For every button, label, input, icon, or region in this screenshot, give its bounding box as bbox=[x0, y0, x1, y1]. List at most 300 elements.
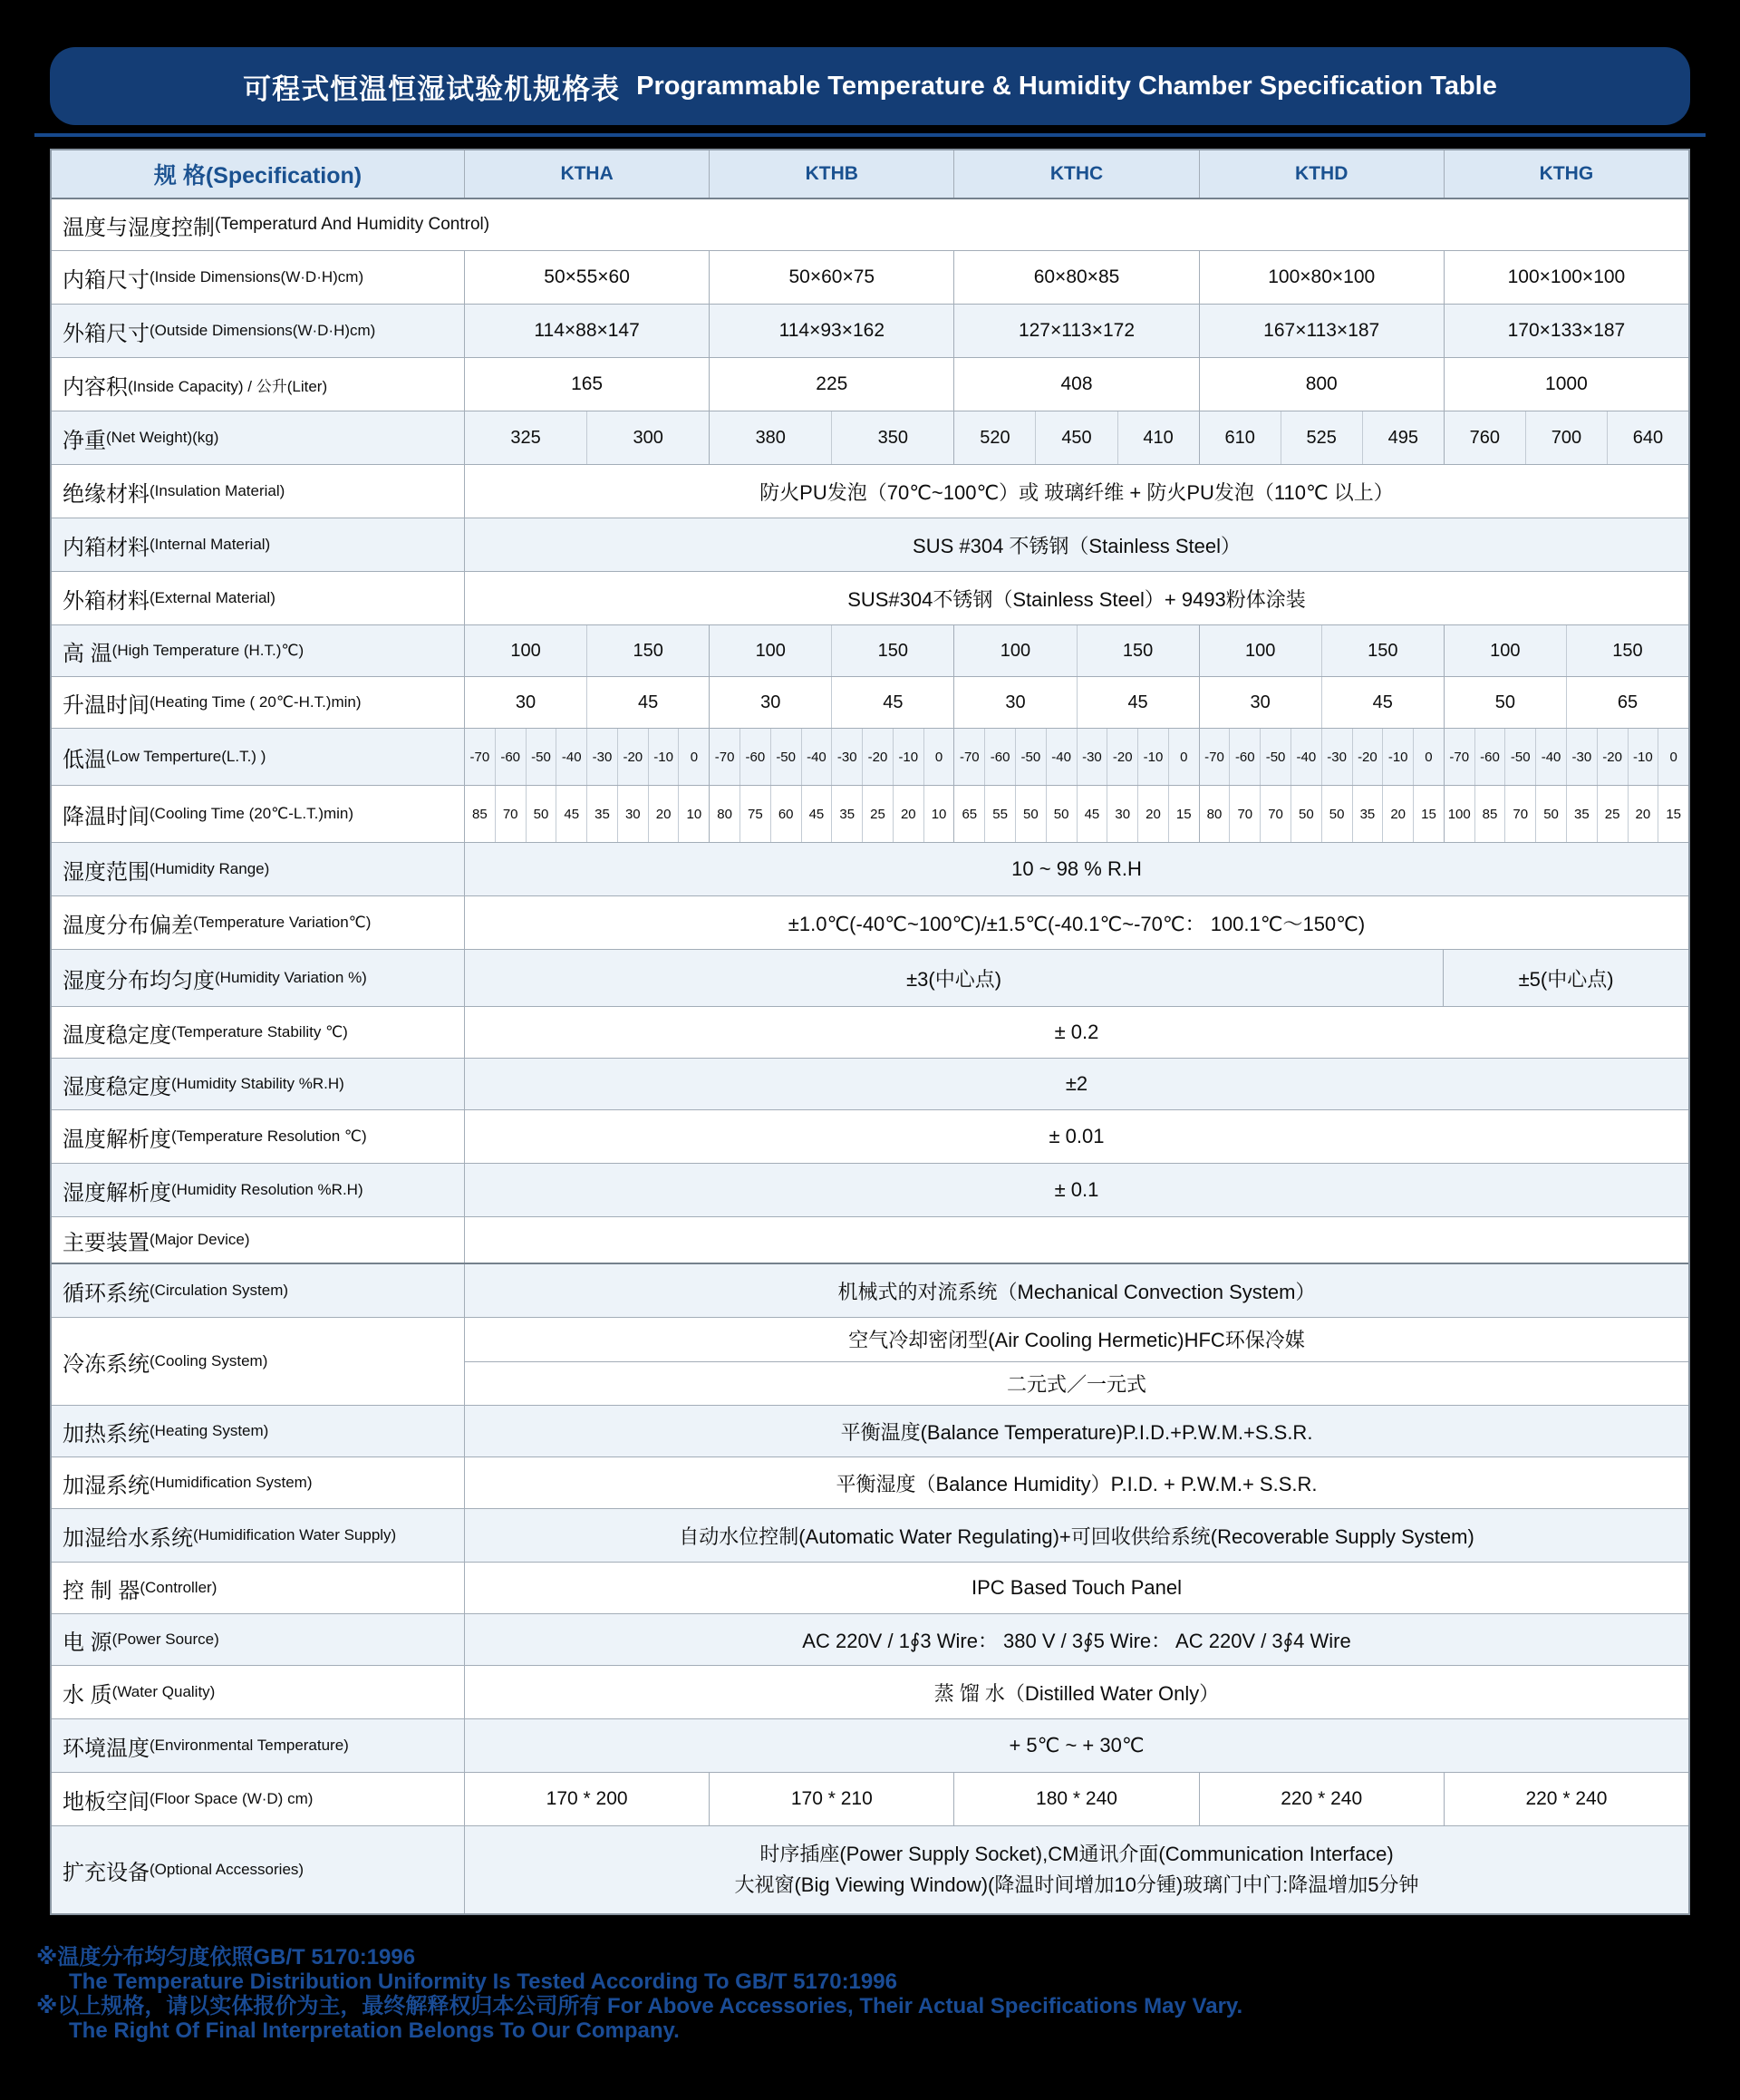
value-cell: 380 bbox=[755, 427, 786, 448]
row-values bbox=[464, 1826, 1688, 1913]
value-cell: 150 bbox=[1321, 625, 1444, 676]
row-water-quality bbox=[52, 1665, 1688, 1718]
value-cell: 30 bbox=[1005, 692, 1026, 712]
row-circulation-system bbox=[52, 1263, 1688, 1317]
value-cell: -10 bbox=[1628, 729, 1658, 785]
row-label bbox=[52, 1059, 464, 1109]
value-cell: 65 bbox=[962, 806, 978, 822]
value-cell: 自动水位控制(Automatic Water Regulating)+可回收供给系统(Recoverable Supply System) bbox=[464, 1509, 1688, 1562]
value-cell: -30 bbox=[1566, 729, 1597, 785]
model-group bbox=[1444, 625, 1688, 676]
label-zh: 升温时间 bbox=[63, 692, 150, 718]
row-label bbox=[52, 465, 464, 518]
row-insulation-material bbox=[52, 464, 1688, 518]
row-net-weight bbox=[52, 411, 1688, 464]
value-cell: 100×100×100 bbox=[1444, 251, 1688, 304]
value-cell: 机械式的对流系统（Mechanical Convection System） bbox=[464, 1264, 1688, 1317]
value-cell: 30 bbox=[515, 692, 536, 712]
row-label bbox=[52, 1773, 464, 1825]
row-optional-accessories bbox=[52, 1825, 1688, 1913]
label-zh: 水 质 bbox=[63, 1682, 112, 1708]
row-values bbox=[464, 1164, 1688, 1216]
section-label-en: (Temperaturd And Humidity Control) bbox=[215, 215, 490, 234]
value-cell: 10 ~ 98 % R.H bbox=[464, 843, 1688, 895]
row-inside-capacity bbox=[52, 357, 1688, 411]
value-cell: 800 bbox=[1199, 358, 1444, 411]
value-cell: 50×55×60 bbox=[464, 251, 709, 304]
value-cell: 170 * 210 bbox=[709, 1773, 953, 1825]
value-cell: 20 bbox=[1137, 786, 1168, 842]
label-zh: 湿度稳定度 bbox=[63, 1074, 171, 1099]
row-values bbox=[464, 1318, 1688, 1405]
value-cell-refrigerant: 空气冷却密闭型(Air Cooling Hermetic)HFC环保冷媒 bbox=[848, 1329, 1305, 1352]
row-label bbox=[52, 1563, 464, 1613]
value-cell: 100 bbox=[1000, 640, 1031, 661]
row-label bbox=[52, 1509, 464, 1562]
value-cell: 45 bbox=[831, 677, 953, 728]
row-humidity-range bbox=[52, 842, 1688, 895]
row-inside-dimensions bbox=[52, 250, 1688, 304]
label-zh: 净重 bbox=[63, 428, 106, 453]
label-zh: 低温 bbox=[63, 747, 106, 772]
row-values bbox=[464, 677, 1688, 728]
row-label bbox=[52, 843, 464, 895]
row-cooling-system bbox=[52, 1317, 1688, 1405]
label-zh: 电 源 bbox=[63, 1630, 112, 1655]
value-cell: 0 bbox=[1168, 729, 1199, 785]
row-humidity-stability bbox=[52, 1058, 1688, 1109]
label-zh: 加热系统 bbox=[63, 1421, 150, 1447]
label-en: (Inside Dimensions(W·D·H)cm) bbox=[150, 268, 364, 285]
label-en: (Major Device) bbox=[150, 1231, 250, 1248]
label-en: (Optional Accessories) bbox=[150, 1861, 304, 1878]
model-header-kthd: KTHD bbox=[1199, 150, 1444, 198]
value-cell: 100 bbox=[1490, 640, 1521, 661]
value-cell: 45 bbox=[1077, 677, 1199, 728]
value-cell: 蒸 馏 水（Distilled Water Only） bbox=[464, 1666, 1688, 1718]
row-values bbox=[464, 1264, 1688, 1317]
value-cell: 50 bbox=[526, 786, 556, 842]
value-cell: ± 0.2 bbox=[464, 1007, 1688, 1058]
value-cell: 100 bbox=[510, 640, 541, 661]
label-en: (Cooling Time (20℃-L.T.)min) bbox=[150, 805, 354, 822]
value-cell: 20 bbox=[893, 786, 923, 842]
value-cell: 170 * 200 bbox=[464, 1773, 709, 1825]
value-cell: 85 bbox=[1474, 786, 1505, 842]
value-cell: -10 bbox=[893, 729, 923, 785]
value-cell: -50 bbox=[1015, 729, 1046, 785]
label-zh: 内箱尺寸 bbox=[63, 267, 150, 293]
model-group bbox=[709, 786, 953, 842]
value-cell: -60 bbox=[740, 729, 770, 785]
value-cell: -40 bbox=[1290, 729, 1321, 785]
row-label bbox=[52, 1007, 464, 1058]
value-cell: 150 bbox=[1077, 625, 1199, 676]
row-values bbox=[464, 1509, 1688, 1562]
value-cell: -70 bbox=[959, 749, 980, 765]
row-values bbox=[464, 843, 1688, 895]
label-en: (Cooling System) bbox=[150, 1352, 268, 1369]
value-cell: -50 bbox=[526, 729, 556, 785]
value-cell: 25 bbox=[1597, 786, 1628, 842]
value-cell: 15 bbox=[1413, 786, 1444, 842]
row-label bbox=[52, 1264, 464, 1317]
value-cell: 平衡温度(Balance Temperature)P.I.D.+P.W.M.+S.S.R. bbox=[464, 1406, 1688, 1456]
row-humidity-resolution bbox=[52, 1163, 1688, 1216]
banner-divider bbox=[34, 133, 1706, 137]
value-cell: 50 bbox=[1015, 786, 1046, 842]
row-label bbox=[52, 1666, 464, 1718]
value-cell: 35 bbox=[1566, 786, 1597, 842]
row-label bbox=[52, 1457, 464, 1508]
row-label bbox=[52, 1719, 464, 1772]
value-cell: -20 bbox=[862, 729, 893, 785]
value-cell-kthg: ±5(中心点) bbox=[1443, 950, 1688, 1006]
value-cell: 15 bbox=[1658, 786, 1688, 842]
model-group bbox=[1444, 729, 1688, 785]
row-label bbox=[52, 950, 464, 1006]
row-temperature-resolution bbox=[52, 1109, 1688, 1163]
row-values bbox=[464, 1614, 1688, 1665]
value-cell: 50 bbox=[1494, 692, 1515, 712]
value-cell: 10 bbox=[678, 786, 709, 842]
row-section-temp-humidity-control bbox=[52, 198, 1688, 250]
value-cell: -60 bbox=[984, 729, 1015, 785]
row-values bbox=[464, 1719, 1688, 1772]
value-cell: 50 bbox=[1535, 786, 1566, 842]
label-en: (Internal Material) bbox=[150, 536, 271, 553]
label-en: (Controller) bbox=[140, 1579, 218, 1596]
value-cell: -10 bbox=[1137, 729, 1168, 785]
section-label-zh: 温度与湿度控制 bbox=[63, 215, 215, 240]
row-label bbox=[52, 572, 464, 624]
row-internal-material bbox=[52, 518, 1688, 571]
value-cell: ± 0.01 bbox=[464, 1110, 1688, 1163]
row-values bbox=[464, 358, 1688, 411]
model-group bbox=[1199, 786, 1444, 842]
row-controller bbox=[52, 1562, 1688, 1613]
value-cell: -20 bbox=[617, 729, 648, 785]
value-cell: SUS #304 不锈钢（Stainless Steel） bbox=[464, 518, 1688, 571]
value-cell: -70 bbox=[1204, 749, 1224, 765]
footnotes bbox=[36, 1945, 1242, 2043]
row-label bbox=[52, 358, 464, 411]
table-header-row bbox=[52, 150, 1688, 198]
label-zh: 环境温度 bbox=[63, 1736, 150, 1761]
label-en: (Low Temperture(L.T.) ) bbox=[106, 748, 266, 765]
value-cell-stage-type: 二元式／一元式 bbox=[465, 1361, 1688, 1406]
label-zh: 温度分布偏差 bbox=[63, 913, 193, 938]
model-group bbox=[953, 786, 1198, 842]
value-cell: 60×80×85 bbox=[953, 251, 1198, 304]
value-cell: 150 bbox=[586, 625, 709, 676]
label-zh: 地板空间 bbox=[63, 1789, 150, 1815]
model-header-ktha: KTHA bbox=[464, 150, 709, 198]
value-cell: -30 bbox=[1077, 729, 1107, 785]
value-cell: 平衡湿度（Balance Humidity）P.I.D. + P.W.M.+ S.S.R. bbox=[464, 1457, 1688, 1508]
model-group bbox=[709, 677, 953, 728]
value-cell: 10 bbox=[923, 786, 954, 842]
model-group bbox=[1199, 625, 1444, 676]
label-zh: 扩充设备 bbox=[63, 1860, 150, 1885]
value-cell: -30 bbox=[831, 729, 862, 785]
value-cell: 45 bbox=[556, 786, 586, 842]
value-cell: -50 bbox=[1504, 729, 1535, 785]
value-cell: 60 bbox=[770, 786, 801, 842]
row-values bbox=[464, 1666, 1688, 1718]
label-zh: 外箱尺寸 bbox=[63, 321, 150, 346]
value-cell: 20 bbox=[648, 786, 679, 842]
model-group bbox=[1199, 677, 1444, 728]
value-cell: 450 bbox=[1035, 411, 1116, 464]
label-en: (Insulation Material) bbox=[150, 482, 285, 499]
value-cell: 80 bbox=[717, 806, 732, 822]
label-zh: 主要装置 bbox=[63, 1230, 150, 1255]
row-label bbox=[52, 1614, 464, 1665]
row-values bbox=[464, 950, 1688, 1006]
value-cell: 760 bbox=[1469, 427, 1501, 448]
value-cell: 410 bbox=[1117, 411, 1199, 464]
row-low-temperature bbox=[52, 728, 1688, 785]
value-cell: IPC Based Touch Panel bbox=[464, 1563, 1688, 1613]
label-en: (Floor Space (W·D) cm) bbox=[150, 1790, 314, 1807]
value-cell: 75 bbox=[740, 786, 770, 842]
model-group bbox=[464, 411, 709, 464]
row-values bbox=[464, 411, 1688, 464]
value-cell: 20 bbox=[1628, 786, 1658, 842]
value-cell: 150 bbox=[1566, 625, 1688, 676]
label-zh: 内箱材料 bbox=[63, 535, 150, 560]
label-zh: 湿度解析度 bbox=[63, 1180, 171, 1205]
model-group bbox=[953, 677, 1198, 728]
value-cell: 167×113×187 bbox=[1199, 305, 1444, 357]
model-group bbox=[953, 625, 1198, 676]
row-values bbox=[464, 251, 1688, 304]
label-en: (Humidity Stability %R.H) bbox=[171, 1075, 344, 1092]
value-cell: 640 bbox=[1607, 411, 1688, 464]
row-humidification-water-supply bbox=[52, 1508, 1688, 1562]
model-group bbox=[464, 786, 709, 842]
model-group bbox=[464, 729, 709, 785]
value-cell: -40 bbox=[1046, 729, 1077, 785]
value-cell: 408 bbox=[953, 358, 1198, 411]
value-cell: -10 bbox=[1382, 729, 1413, 785]
row-power-source bbox=[52, 1613, 1688, 1665]
footnote-line-3: ※以上规格，请以实体报价为主，最终解释权归本公司所有 For Above Accessories, Their Actual Specifications May Vary. bbox=[36, 1994, 1243, 2018]
row-values bbox=[464, 786, 1688, 842]
value-cell: ±2 bbox=[464, 1059, 1688, 1109]
row-values bbox=[464, 1406, 1688, 1456]
value-cell: 30 bbox=[1107, 786, 1137, 842]
spec-header-label: 规 格(Specification) bbox=[153, 163, 362, 189]
row-label bbox=[52, 1164, 464, 1216]
value-cell: 50 bbox=[1290, 786, 1321, 842]
row-values bbox=[464, 1563, 1688, 1613]
row-humidification-system bbox=[52, 1456, 1688, 1508]
label-en: (High Temperature (H.T.)℃) bbox=[111, 642, 304, 659]
value-cell: -40 bbox=[801, 729, 832, 785]
label-en: (External Material) bbox=[150, 589, 276, 606]
value-cell: -40 bbox=[1535, 729, 1566, 785]
value-cell: -10 bbox=[648, 729, 679, 785]
value-cell: 0 bbox=[1658, 729, 1688, 785]
value-cell: 50 bbox=[1321, 786, 1352, 842]
row-major-device bbox=[52, 1216, 1688, 1263]
label-en: (Net Weight)(kg) bbox=[106, 429, 219, 446]
value-cell: 700 bbox=[1525, 411, 1607, 464]
value-cell: -50 bbox=[770, 729, 801, 785]
model-group bbox=[953, 411, 1198, 464]
label-en: (Humidity Resolution %R.H) bbox=[171, 1181, 363, 1198]
value-cell: 50 bbox=[1046, 786, 1077, 842]
label-zh: 湿度范围 bbox=[63, 859, 150, 885]
value-cell: 114×93×162 bbox=[709, 305, 953, 357]
row-label bbox=[52, 729, 464, 785]
label-en: (Temperature Resolution ℃) bbox=[171, 1127, 367, 1145]
model-group bbox=[1199, 411, 1444, 464]
row-values bbox=[464, 1059, 1688, 1109]
row-floor-space bbox=[52, 1772, 1688, 1825]
value-cell: 325 bbox=[510, 427, 541, 448]
value-cell: -30 bbox=[1321, 729, 1352, 785]
value-cell: 610 bbox=[1224, 427, 1255, 448]
row-values bbox=[464, 1457, 1688, 1508]
value-cell: 35 bbox=[586, 786, 617, 842]
value-cell: 35 bbox=[831, 786, 862, 842]
value-cell: 220 * 240 bbox=[1444, 1773, 1688, 1825]
value-cell: -20 bbox=[1597, 729, 1628, 785]
footnote-line-4: The Right Of Final Interpretation Belongs To Our Company. bbox=[69, 2018, 680, 2043]
row-label bbox=[52, 411, 464, 464]
row-label bbox=[52, 625, 464, 676]
label-en: (Temperature Stability ℃) bbox=[171, 1023, 348, 1040]
value-cell: 350 bbox=[831, 411, 953, 464]
row-humidity-variation bbox=[52, 949, 1688, 1006]
accessories-line2: 大视窗(Big Viewing Window)(降温时间增加10分锺)玻璃门中门:降温增加5分钟 bbox=[734, 1873, 1419, 1896]
value-cell: SUS#304不锈钢（Stainless Steel）+ 9493粉体涂装 bbox=[464, 572, 1688, 624]
row-values bbox=[464, 1110, 1688, 1163]
row-label bbox=[52, 251, 464, 304]
model-group bbox=[1444, 786, 1688, 842]
model-header-kthb: KTHB bbox=[709, 150, 953, 198]
label-en: (Humidity Variation %) bbox=[215, 969, 367, 986]
model-group bbox=[1199, 729, 1444, 785]
label-zh: 降温时间 bbox=[63, 804, 150, 829]
value-cell: -60 bbox=[1474, 729, 1505, 785]
row-high-temperature bbox=[52, 624, 1688, 676]
footnote-line-1: ※温度分布均匀度依照GB/T 5170:1996 bbox=[36, 1945, 416, 1969]
label-zh: 绝缘材料 bbox=[63, 481, 150, 507]
value-cell: 100 bbox=[1447, 806, 1471, 822]
value-cell: 25 bbox=[862, 786, 893, 842]
title-banner bbox=[50, 47, 1690, 125]
label-zh: 冷冻系统 bbox=[63, 1351, 150, 1377]
label-zh: 高 温 bbox=[63, 641, 112, 666]
row-values bbox=[464, 1773, 1688, 1825]
value-cell: -70 bbox=[469, 749, 490, 765]
model-headers bbox=[464, 150, 1688, 198]
value-cell: 45 bbox=[1077, 786, 1107, 842]
model-group bbox=[1444, 677, 1688, 728]
row-label bbox=[52, 786, 464, 842]
label-en: (Humidification System) bbox=[150, 1474, 313, 1491]
spec-table bbox=[50, 149, 1690, 1915]
accessories-line1: 时序插座(Power Supply Socket),CM通讯介面(Communication Interface) bbox=[759, 1843, 1394, 1865]
label-en: (Outside Dimensions(W·D·H)cm) bbox=[150, 322, 376, 339]
value-cell: 100 bbox=[1244, 640, 1276, 661]
label-zh: 加湿给水系统 bbox=[63, 1525, 193, 1551]
value-cell: 127×113×172 bbox=[953, 305, 1198, 357]
row-label bbox=[52, 1217, 464, 1263]
model-group bbox=[1444, 411, 1688, 464]
row-values bbox=[464, 1217, 1688, 1263]
label-zh: 外箱材料 bbox=[63, 588, 150, 614]
value-cell: 225 bbox=[709, 358, 953, 411]
value-cell: 0 bbox=[923, 729, 954, 785]
row-label bbox=[52, 896, 464, 949]
value-cell: -30 bbox=[586, 729, 617, 785]
row-values bbox=[464, 305, 1688, 357]
value-cell: 防火PU发泡（70℃~100℃）或 玻璃纤维 + 防火PU发泡（110℃ 以上） bbox=[464, 465, 1688, 518]
value-cell: -20 bbox=[1352, 729, 1383, 785]
model-header-kthg: KTHG bbox=[1444, 150, 1688, 198]
label-zh: 湿度分布均匀度 bbox=[63, 968, 215, 993]
row-values bbox=[464, 572, 1688, 624]
row-label bbox=[52, 1110, 464, 1163]
label-en: (Temperature Variation℃) bbox=[193, 914, 372, 931]
value-cell: 30 bbox=[1250, 692, 1271, 712]
label-en: (Water Quality) bbox=[111, 1683, 216, 1700]
row-label bbox=[52, 1318, 464, 1405]
value-cell: 85 bbox=[472, 806, 488, 822]
value-cell: 70 bbox=[495, 786, 526, 842]
value-cell: 165 bbox=[464, 358, 709, 411]
value-cell: 35 bbox=[1352, 786, 1383, 842]
value-cell: 50×60×75 bbox=[709, 251, 953, 304]
value-cell: 70 bbox=[1504, 786, 1535, 842]
row-label bbox=[52, 518, 464, 571]
value-cell: -70 bbox=[1449, 749, 1470, 765]
value-cell: 55 bbox=[984, 786, 1015, 842]
value-cell: 80 bbox=[1206, 806, 1223, 822]
label-zh: 加湿系统 bbox=[63, 1473, 150, 1498]
value-cell: -60 bbox=[495, 729, 526, 785]
row-temperature-variation bbox=[52, 895, 1688, 949]
value-cell: 15 bbox=[1168, 786, 1199, 842]
model-group bbox=[709, 729, 953, 785]
value-cell: ± 0.1 bbox=[464, 1164, 1688, 1216]
value-cell: -60 bbox=[1229, 729, 1260, 785]
value-cell: 30 bbox=[617, 786, 648, 842]
row-heating-system bbox=[52, 1405, 1688, 1456]
row-label bbox=[52, 677, 464, 728]
value-cell: 70 bbox=[1260, 786, 1290, 842]
label-en: (Inside Capacity) / 公升(Liter) bbox=[128, 377, 328, 395]
section-label bbox=[52, 199, 1688, 250]
row-label bbox=[52, 305, 464, 357]
spec-header-cell bbox=[52, 150, 464, 198]
row-values bbox=[464, 465, 1688, 518]
value-cell: ±1.0℃(-40℃~100℃)/±1.5℃(-40.1℃~-70℃： 100.1℃～150℃) bbox=[464, 896, 1688, 949]
page-title-en: Programmable Temperature & Humidity Chamber Specification Table bbox=[636, 71, 1497, 101]
model-group bbox=[709, 411, 953, 464]
label-en: (Circulation System) bbox=[150, 1282, 289, 1299]
value-cell: 100×80×100 bbox=[1199, 251, 1444, 304]
label-en: (Humidification Water Supply) bbox=[193, 1526, 397, 1544]
value-cell: 65 bbox=[1566, 677, 1688, 728]
row-values bbox=[464, 896, 1688, 949]
value-cell: 70 bbox=[1229, 786, 1260, 842]
